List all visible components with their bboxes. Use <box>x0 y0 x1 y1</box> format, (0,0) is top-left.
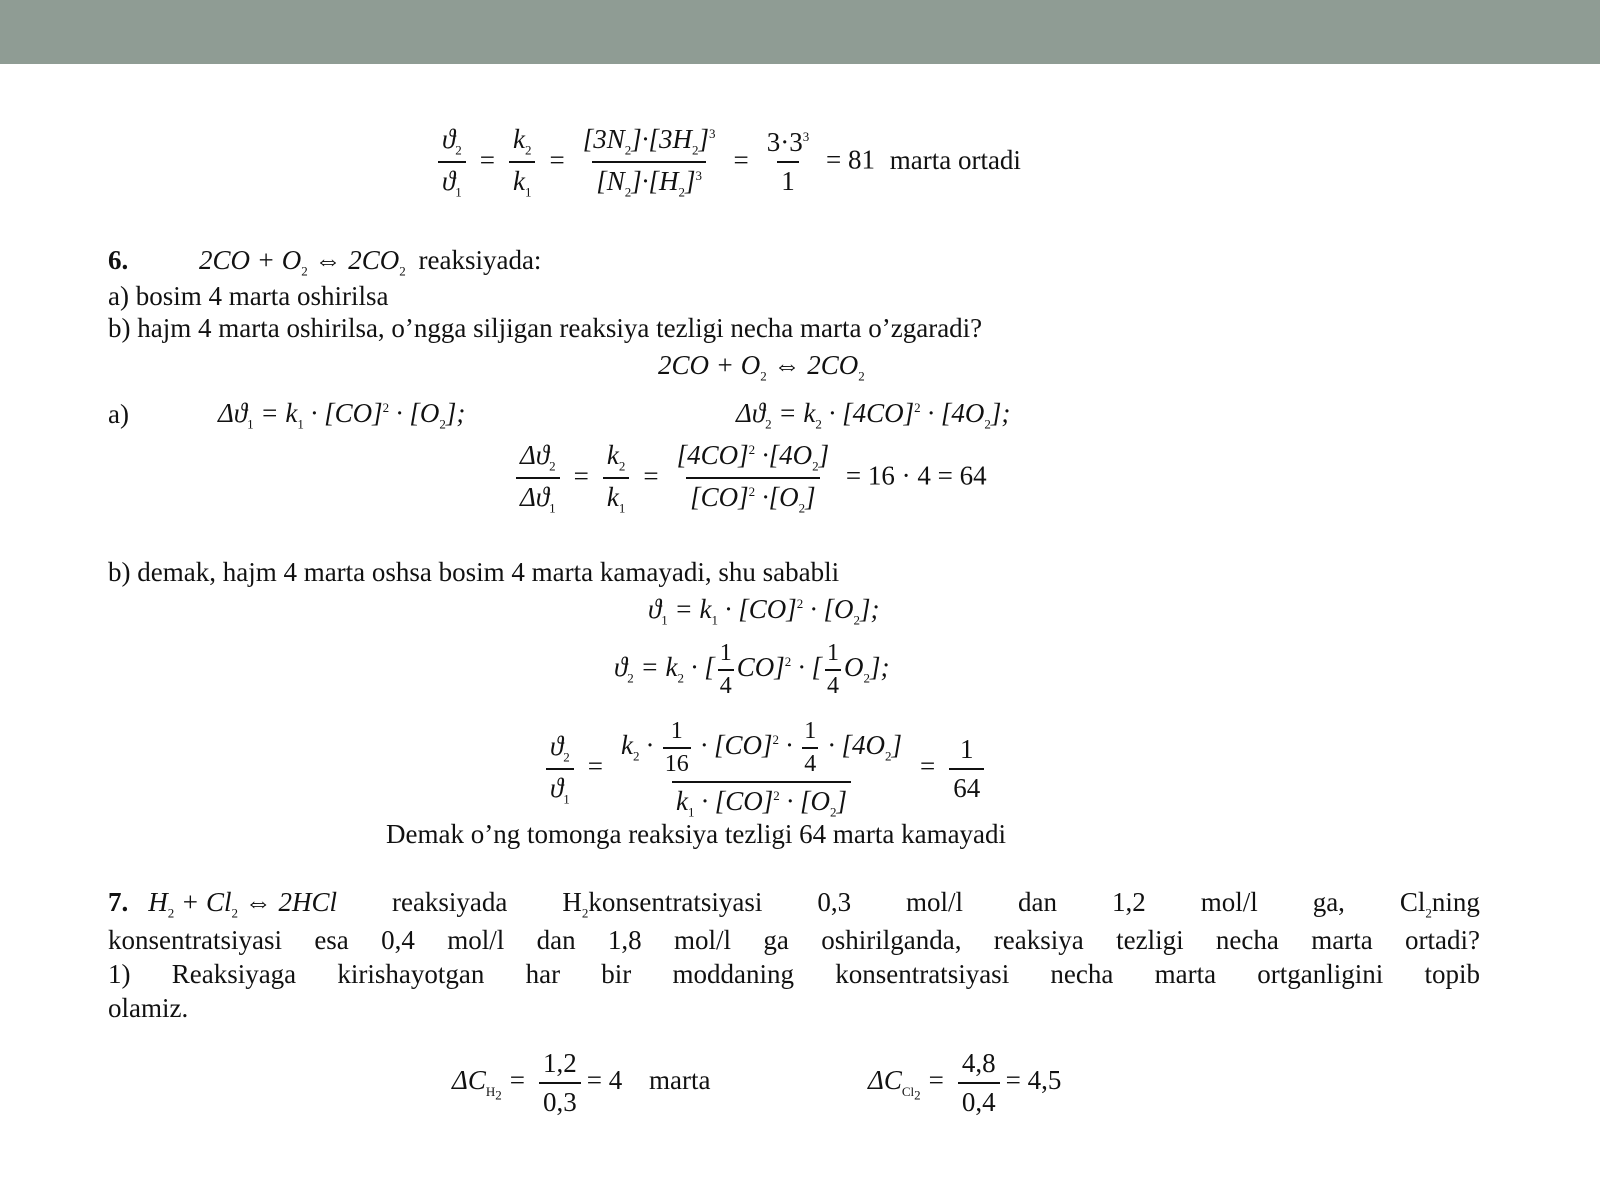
problem-7-line-4: olamiz. <box>108 993 189 1023</box>
problem-7-line-2: konsentratsiyasi esa 0,4 mol/l dan 1,8 mol/l ga oshirilganda, reaksiya tezligi necha marta ortadi? <box>108 925 1480 955</box>
part-a-label: a) <box>108 399 129 429</box>
reaction-equation-centered: $2CO + O_2$ ⇔ $2CO_2$ <box>658 350 865 384</box>
equation-result: = 81 <box>826 144 875 175</box>
rate-equation-b1: $ϑ_1 = k_1 \cdot [CO]^2 \cdot [O_2]$; <box>648 594 880 628</box>
fraction-numerator: 1,2 <box>542 1048 577 1078</box>
word: Cl <box>1399 887 1426 917</box>
rate-equation-b2: $ϑ_2 = k_2$ · [ $\frac{1}{4}$ CO]$^2$ · [ $\frac{1}{4}$ $O_2$]; <box>614 640 890 699</box>
rate-equation-2: $\Delta ϑ_2 = k_2 \cdot [4CO]^2 \cdot [4O_2]$; <box>736 398 1011 432</box>
equation-delta-c-cl2: $\Delta C_{Cl_2}$ = $\frac{4,8}{0,4}$ = 4,5 <box>868 1048 1062 1117</box>
reaction-equation: $2CO + O_2$ ⇔ $2CO_2$ <box>199 245 406 279</box>
equation-delta-c-h2: $\Delta C_{H_2}$ = $\frac{1,2}{0,3}$ = 4 marta <box>452 1048 711 1117</box>
word: 0,3 <box>817 887 852 917</box>
word: reaksiyada <box>391 887 508 917</box>
fraction-denominator: 0,4 <box>958 1082 1000 1118</box>
problem-6-conclusion: Demak o’ng tomonga reaksiya tezligi 64 marta kamayadi <box>386 819 1007 849</box>
rate-equation-1: $\Delta ϑ_1 = k_1 \cdot [CO]^2 \cdot [O_2]$; <box>218 398 466 432</box>
word: mol/l <box>1200 887 1258 917</box>
delta-c-h2-result: = 4 <box>586 1065 623 1096</box>
word: dan <box>1018 887 1058 917</box>
reaction-equation: $H_2 + Cl_2$ ⇔ 2HCl <box>148 887 337 921</box>
equation-ratio-part-a: $\frac{\Delta ϑ_2}{\Delta ϑ_1}$ = $\frac{k_2}{k_1}$ = $\frac{[4CO]^2 \cdot[4O_2]}{[CO]^2 \cdot[O_2]}$ = 16 · 4 = 64 <box>510 440 987 517</box>
word: ga, <box>1312 887 1345 917</box>
fraction-numerator: 4,8 <box>961 1048 996 1078</box>
delta-c-cl2-result: = 4,5 <box>1005 1065 1062 1096</box>
equation-ratio-part-b: $\frac{ϑ_2}{ϑ_1}$ = $k_2$ · $\frac{1}{16}$ · [CO]$^2$ · $\frac{1}{4}$ · $[4O_2]$ $k_1 \cdot [CO]^2 \cdot [O_2]$ = $\frac{1}{64}$ <box>540 718 990 820</box>
slide-header-bar <box>0 0 1600 64</box>
ratio-result-a: = 16 · 4 = 64 <box>845 460 987 491</box>
problem-6-line-b: b) hajm 4 marta oshirilsa, o’ngga siljigan reaksiya tezligi necha marta o’zgaradi? <box>108 313 983 343</box>
problem-7-line-1: 7. $H_2 + Cl_2$ ⇔ 2HCl reaksiyada $H_2konsentratsiyasi$ 0,3 mol/l dan 1,2 mol/l ga, $Cl_2ning$ <box>108 887 1480 921</box>
problem-7-line-3: 1) Reaksiyaga kirishayotgan har bir moddaning konsentratsiyasi necha marta ortganligini topib <box>108 959 1480 989</box>
problem-6-line-a: a) bosim 4 marta oshirilsa <box>108 281 389 311</box>
word: H <box>562 887 582 917</box>
word: konsentratsiyasi <box>588 887 763 917</box>
equation-suffix: marta ortadi <box>889 144 1021 175</box>
problem-number: 6. <box>108 245 129 275</box>
word: 1,2 <box>1111 887 1146 917</box>
reaction-suffix: reaksiyada: <box>418 245 542 275</box>
fraction-denominator: 0,3 <box>539 1082 581 1118</box>
equation-rate-ratio-n2-h2: $\frac{ϑ_2}{ϑ_1}$ = $\frac{k_2}{k_1}$ = $\frac{[3N_2]\cdot[3H_2]^3}{[N_2]\cdot[H_2]^3}$ = $\frac{3\cdot 3^3}{1}$ = 81 marta ortadi <box>432 124 1021 201</box>
problem-number: 7. <box>108 887 129 917</box>
word: mol/l <box>906 887 964 917</box>
word: ning <box>1431 887 1480 917</box>
delta-c-h2-unit: marta <box>648 1065 711 1096</box>
part-b-text: b) demak, hajm 4 marta oshsa bosim 4 marta kamayadi, shu sababli <box>108 557 840 587</box>
